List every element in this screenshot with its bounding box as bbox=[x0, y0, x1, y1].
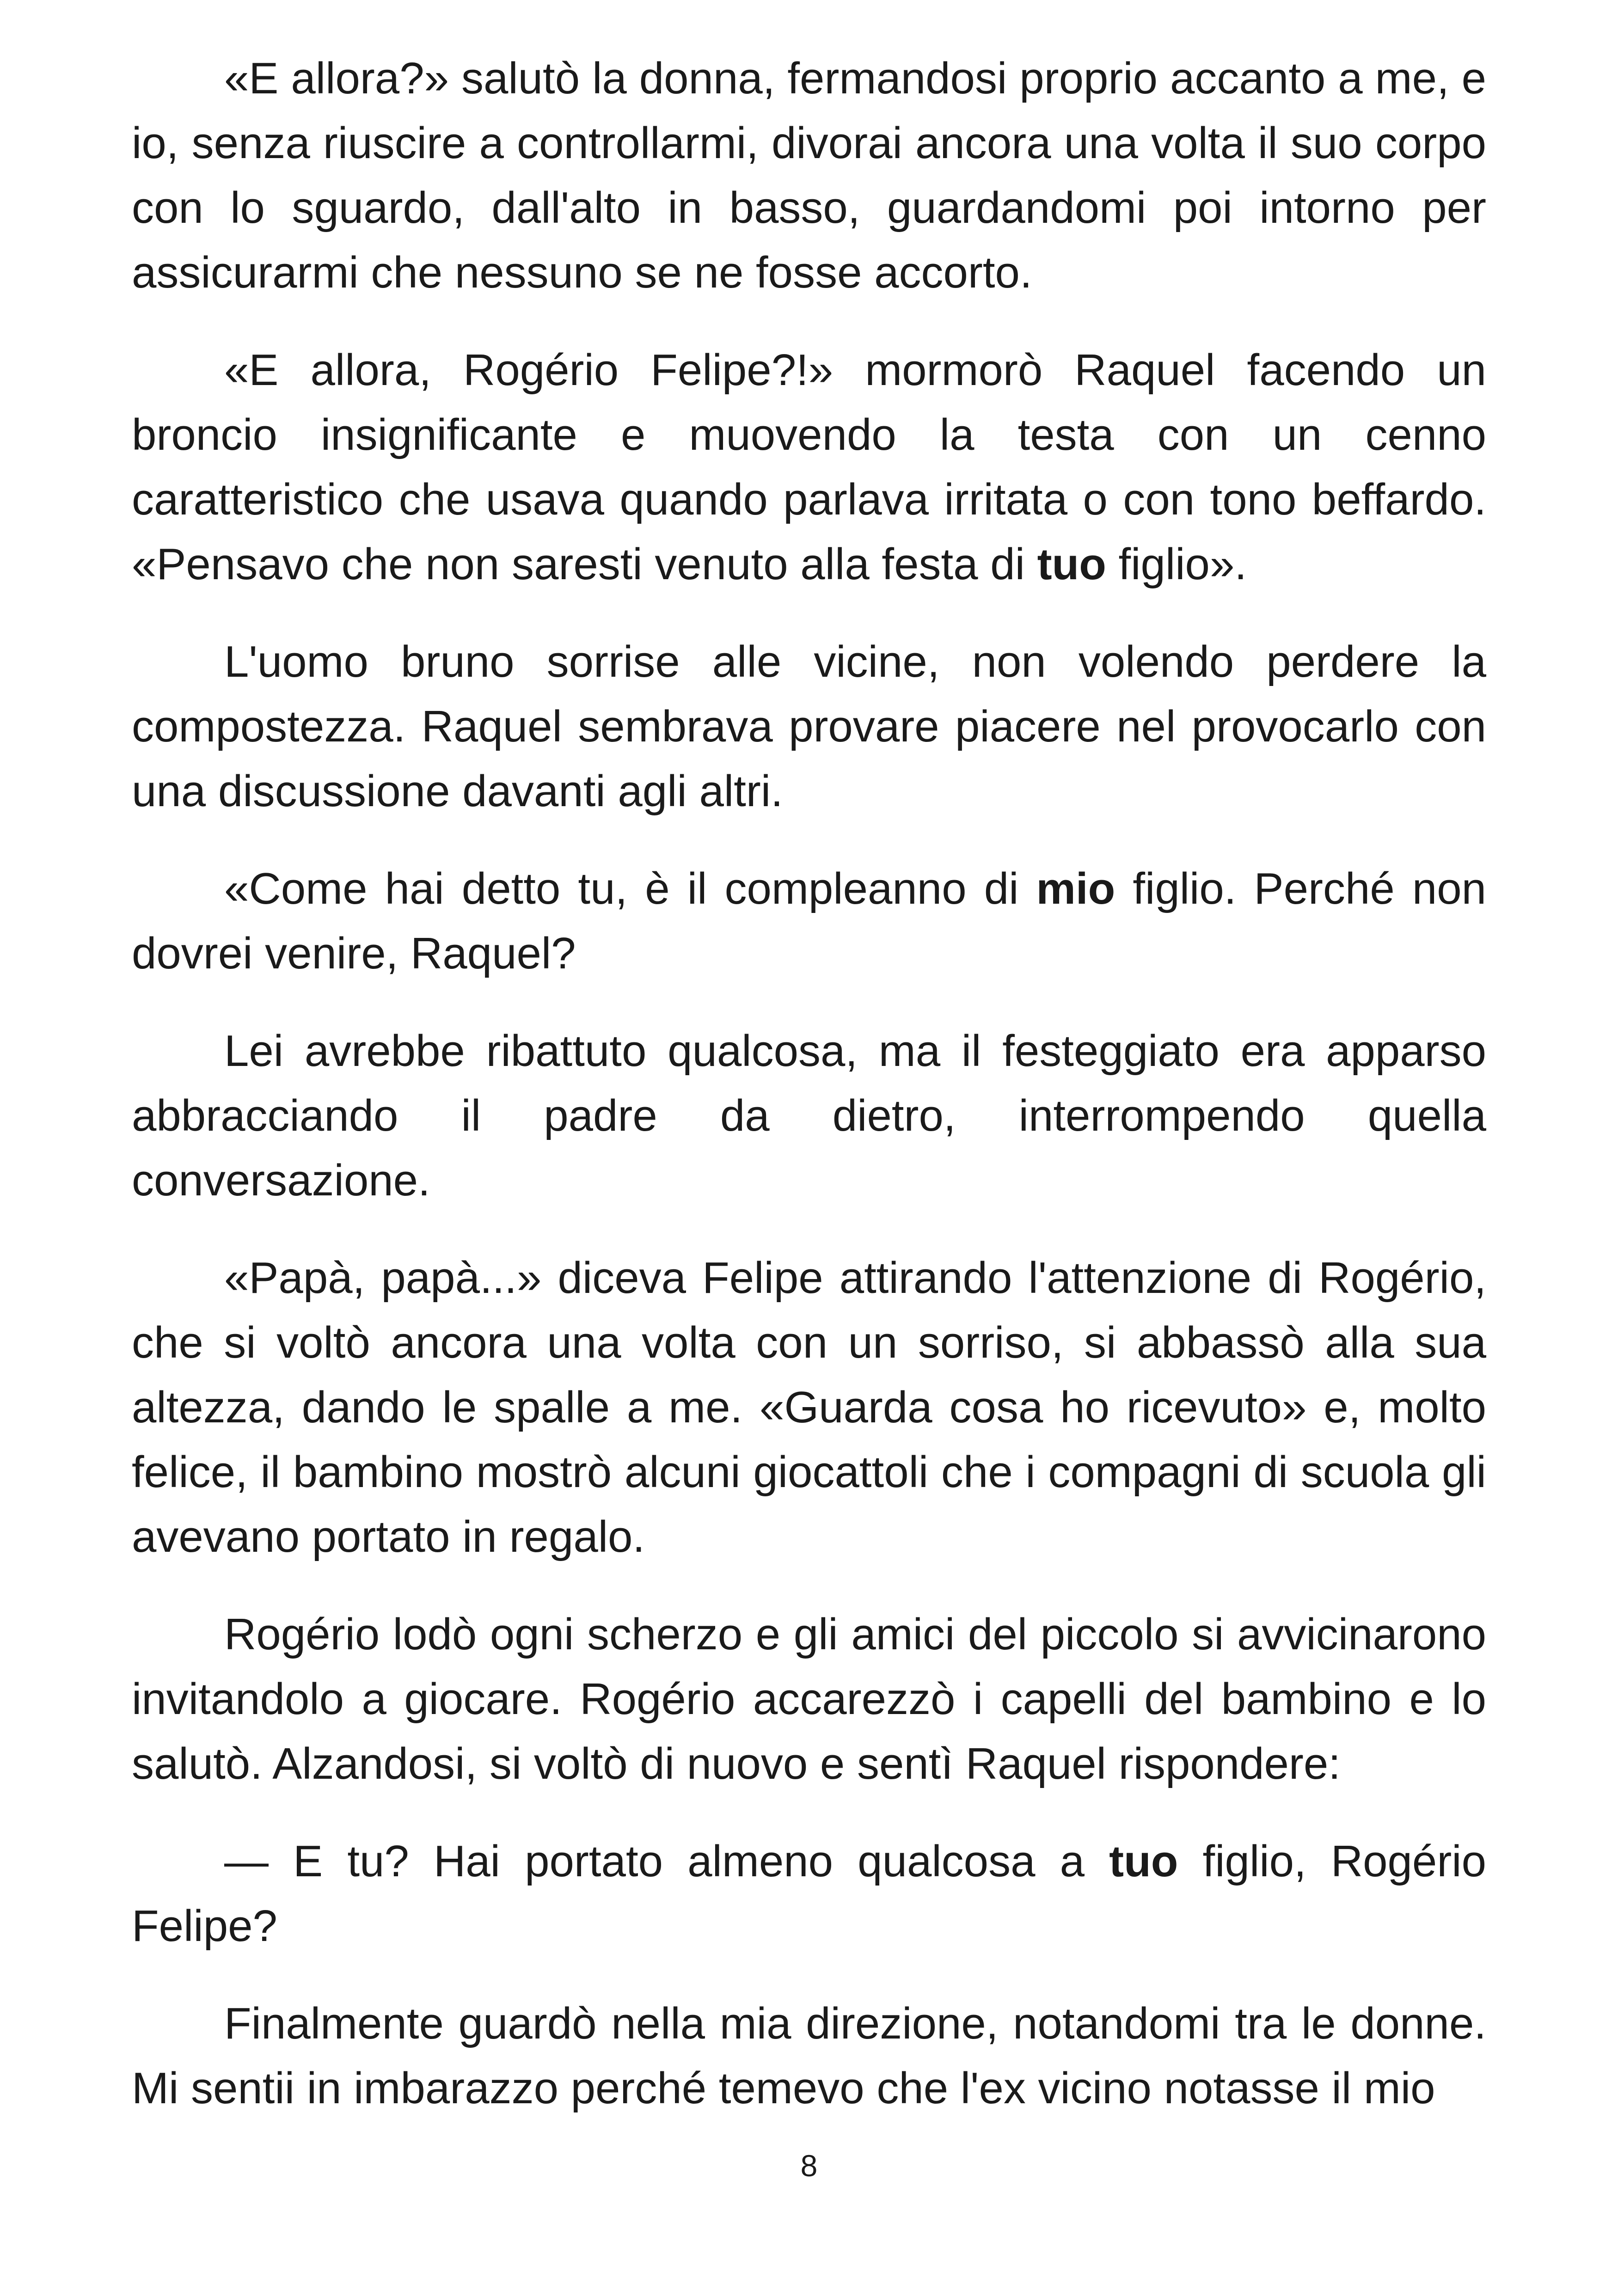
paragraph-text: «E allora?» salutò la donna, fermandosi proprio accanto a me, e io, senza riuscire a controllarmi, divorai ancora una volta il suo corpo con lo sguardo, dall'alto in basso, guardandomi poi intorno per assicurarmi che nessuno se ne fosse accorto. bbox=[132, 54, 1486, 297]
paragraph-3 bbox=[132, 630, 1486, 824]
paragraph-1 bbox=[132, 46, 1486, 305]
paragraph-text: Rogério lodò ogni scherzo e gli amici del piccolo si avvicinarono invitandolo a giocare. Rogério accarezzò i capelli del bambino e lo salutò. Alzandosi, si voltò di nuovo e sentì Raquel rispondere: bbox=[132, 1610, 1486, 1788]
paragraph-text: «E allora, Rogério Felipe?!» mormorò Raquel facendo un broncio insignificante e muovendo la testa con un cenno caratteristico che usava quando parlava irritata o con tono beffardo. «Pensavo che non saresti venuto alla festa di bbox=[132, 345, 1486, 589]
paragraph-text: L'uomo bruno sorrise alle vicine, non volendo perdere la compostezza. Raquel sembrava provare piacere nel provocarlo con una discussione davanti agli altri. bbox=[132, 637, 1486, 816]
page-body bbox=[132, 46, 1486, 2154]
paragraph-text: «Come hai detto tu, è il compleanno di bbox=[224, 864, 1036, 913]
paragraph-7 bbox=[132, 1602, 1486, 1796]
paragraph-5 bbox=[132, 1019, 1486, 1213]
paragraph-2 bbox=[132, 338, 1486, 597]
emphasis-text: tuo bbox=[1037, 539, 1106, 589]
paragraph-text: figlio, Rogério Felipe? bbox=[132, 1837, 1487, 1951]
paragraph-6 bbox=[132, 1246, 1486, 1569]
emphasis-text: tuo bbox=[1109, 1837, 1178, 1886]
paragraph-text: Lei avrebbe ribattuto qualcosa, ma il festeggiato era apparso abbracciando il padre da dietro, interrompendo quella conversazione. bbox=[132, 1026, 1486, 1205]
paragraph-text: figlio. Perché non dovrei venire, Raquel? bbox=[132, 864, 1487, 978]
emphasis-text: mio bbox=[1036, 864, 1115, 913]
page-number: 8 bbox=[800, 2149, 818, 2183]
paragraph-text: — E tu? Hai portato almeno qualcosa a bbox=[224, 1837, 1109, 1886]
paragraph-9 bbox=[132, 1991, 1486, 2121]
paragraph-4 bbox=[132, 857, 1486, 986]
paragraph-text: Finalmente guardò nella mia direzione, notandomi tra le donne. Mi sentii in imbarazzo perché temevo che l'ex vicino notasse il mio bbox=[132, 1999, 1486, 2113]
paragraph-text: «Papà, papà...» diceva Felipe attirando l'attenzione di Rogério, che si voltò ancora una volta con un sorriso, si abbassò alla sua altezza, dando le spalle a me. «Guarda cosa ho ricevuto» e, molto felice, il bambino mostrò alcuni giocattoli che i compagni di scuola gli avevano portato in regalo. bbox=[132, 1253, 1486, 1561]
paragraph-8 bbox=[132, 1829, 1486, 1959]
paragraph-text: figlio». bbox=[1106, 539, 1247, 589]
